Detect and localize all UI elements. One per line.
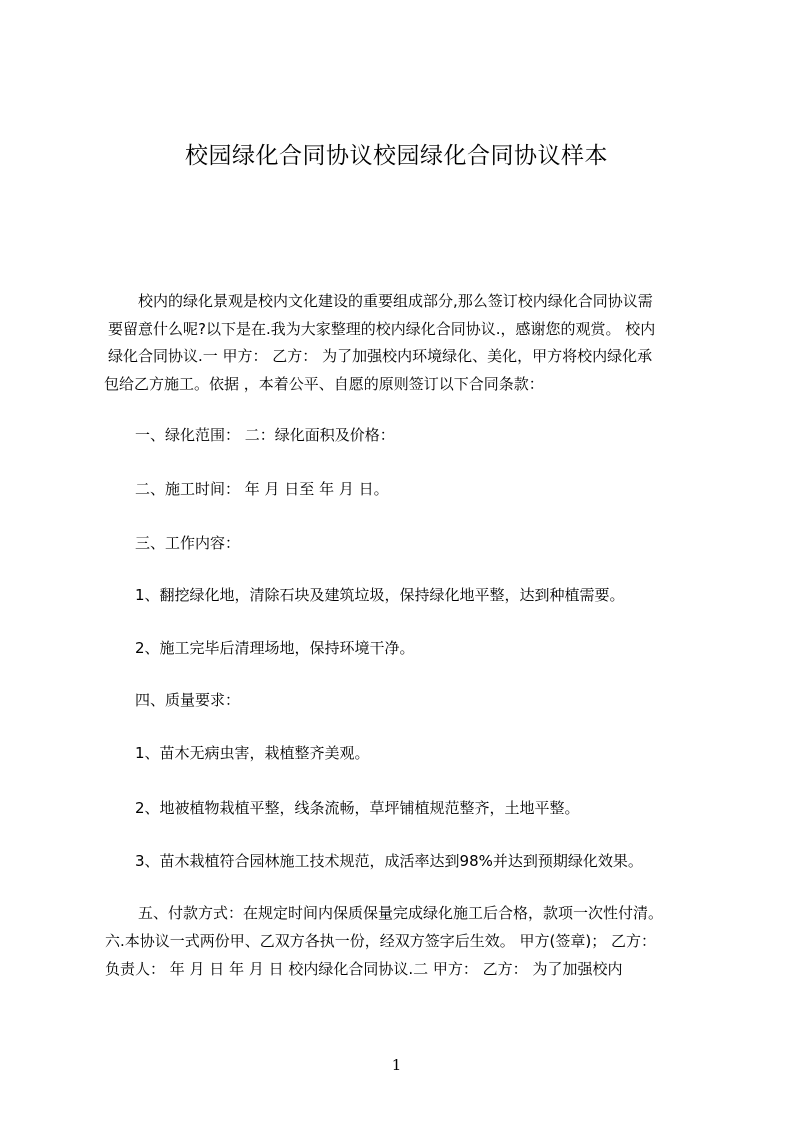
- page-number: 1: [391, 1056, 402, 1074]
- clause-quality-item-1: 1、苗木无病虫害，栽植整齐美观。: [135, 744, 370, 762]
- clause-quality-item-3: 3、苗木栽植符合园林施工技术规范，成活率达到98%并达到预期绿化效果。: [135, 852, 643, 870]
- clause-work-content-heading: 三、工作内容：: [135, 534, 241, 552]
- clause-quality-heading: 四、质量要求：: [135, 691, 241, 709]
- intro-line-1: 校内的绿化景观是校内文化建设的重要组成部分,那么签订校内绿化合同协议需: [138, 292, 653, 310]
- closing-line-2: 六.本协议一式两份甲、乙双方各执一份，经双方签字后生效。 甲方(签章)； 乙方：: [105, 932, 657, 950]
- intro-line-2: 要留意什么呢?以下是在.我为大家整理的校内绿化合同协议.，感谢您的观赏。 校内: [108, 320, 656, 338]
- clause-work-item-1: 1、翻挖绿化地，清除石块及建筑垃圾，保持绿化地平整，达到种植需要。: [135, 586, 625, 604]
- clause-quality-item-2: 2、地被植物栽植平整，线条流畅，草坪铺植规范整齐，土地平整。: [135, 799, 580, 817]
- intro-line-4: 包给乙方施工。依据 ，本着公平、自愿的原则签订以下合同条款：: [104, 375, 544, 393]
- clause-work-item-2: 2、施工完毕后清理场地，保持环境干净。: [135, 639, 415, 657]
- clause-scope: 一、绿化范围： 二：绿化面积及价格：: [135, 426, 395, 444]
- document-title: 校园绿化合同协议校园绿化合同协议样本: [185, 143, 608, 169]
- clause-schedule: 二、施工时间： 年 月 日至 年 月 日。: [135, 480, 389, 498]
- intro-line-3: 绿化合同协议.一 甲方： 乙方： 为了加强校内环境绿化、美化，甲方将校内绿化承: [108, 347, 653, 365]
- closing-line-1: 五、付款方式：在规定时间内保质保量完成绿化施工后合格，款项一次性付清。: [138, 904, 664, 922]
- closing-line-3: 负责人： 年 月 日 年 月 日 校内绿化合同协议.二 甲方： 乙方： 为了加强校内: [105, 960, 623, 978]
